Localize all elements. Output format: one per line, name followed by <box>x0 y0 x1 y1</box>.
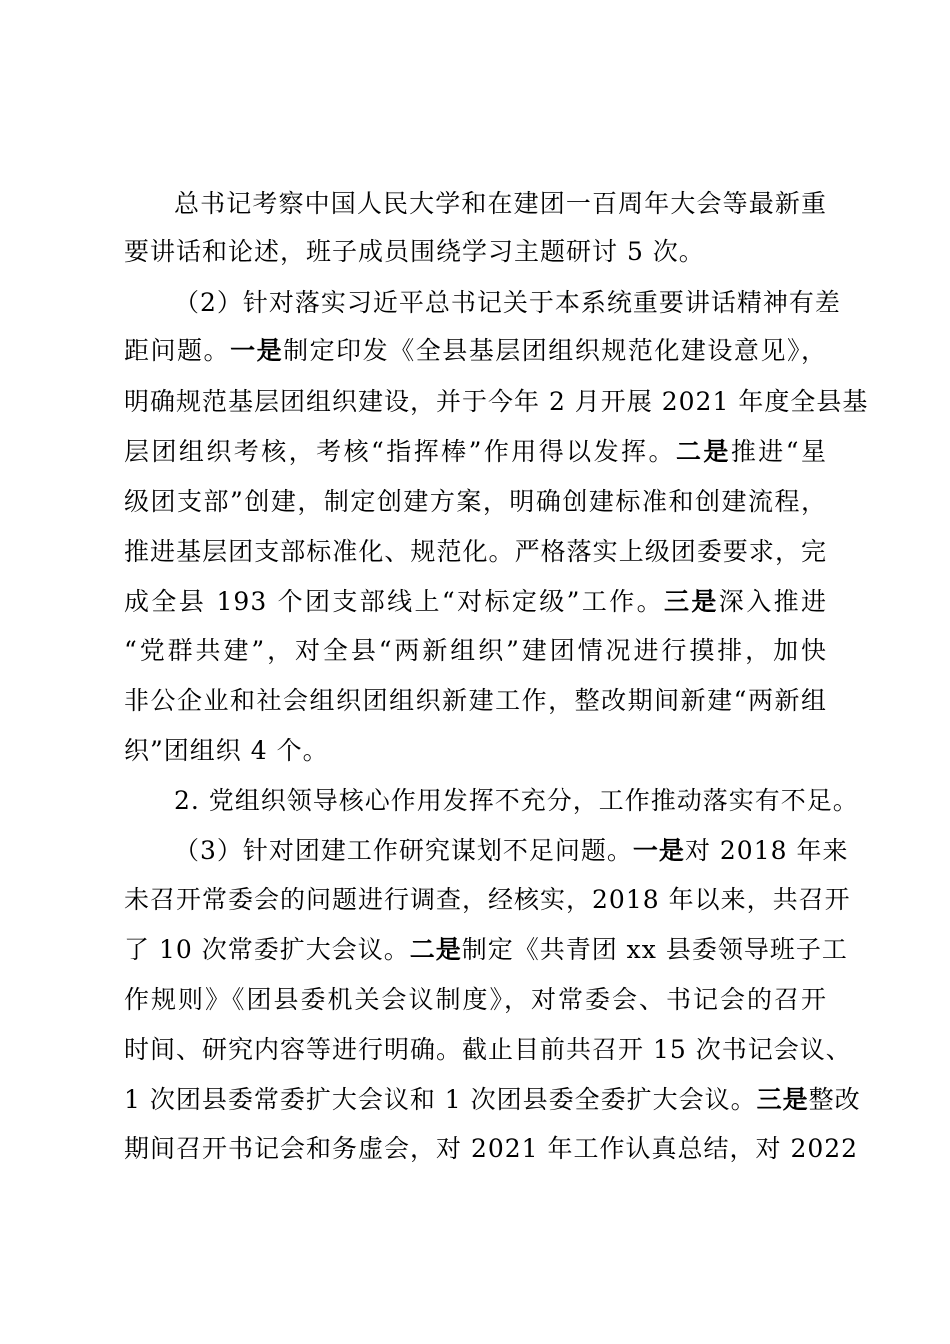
text-line: 时间、研究内容等进行明确。截止目前共召开 15 次书记会议、 <box>124 1035 852 1064</box>
section-heading: 2. 党组织领导核心作用发挥不充分，工作推动落实有不足。 <box>174 786 859 815</box>
text-line: “党群共建”，对全县“两新组织”建团情况进行摸排，加快 <box>124 636 827 665</box>
text-line: 非公企业和社会组织团组织新建工作，整改期间新建“两新组 <box>124 686 827 715</box>
emphasis-text: 三是 <box>664 587 719 616</box>
text-line: 成全县 193 个团支部线上“对标定级”工作。三是深入推进 <box>124 587 827 616</box>
text-line: 级团支部”创建，制定创建方案，明确创建标准和创建流程， <box>124 487 827 516</box>
emphasis-text: 三是 <box>756 1085 809 1114</box>
text-line: 作规则》《团县委机关会议制度》，对常委会、书记会的召开 <box>124 985 827 1014</box>
emphasis-text: 二是 <box>409 935 462 964</box>
text-line: 总书记考察中国人民大学和在建团一百周年大会等最新重 <box>174 189 827 218</box>
text-line: （3）针对团建工作研究谋划不足问题。一是对 2018 年来 <box>174 836 849 865</box>
text-line: 未召开常委会的问题进行调查，经核实，2018 年以来，共召开 <box>124 885 851 914</box>
text-line: 1 次团县委常委扩大会议和 1 次团县委全委扩大会议。三是整改 <box>124 1085 861 1114</box>
text-line: 期间召开书记会和务虚会，对 2021 年工作认真总结，对 2022 <box>124 1134 859 1163</box>
emphasis-text: 二是 <box>675 437 731 466</box>
text-line: 要讲话和论述，班子成员围绕学习主题研讨 5 次。 <box>124 237 705 266</box>
text-line: 了 10 次常委扩大会议。二是制定《共青团 xx 县委领导班子工 <box>124 935 848 964</box>
emphasis-text: 一是 <box>632 836 685 865</box>
text-line: （2）针对落实习近平总书记关于本系统重要讲话精神有差 <box>174 288 841 317</box>
text-line: 织”团组织 4 个。 <box>124 736 329 765</box>
text-line: 明确规范基层团组织建设，并于今年 2 月开展 2021 年度全县基 <box>124 387 869 416</box>
text-line: 距问题。一是制定印发《全县基层团组织规范化建设意见》， <box>124 336 827 365</box>
emphasis-text: 一是 <box>230 336 284 365</box>
text-line: 层团组织考核，考核“指挥棒”作用得以发挥。二是推进“星 <box>124 437 827 466</box>
text-line: 推进基层团支部标准化、规范化。严格落实上级团委要求，完 <box>124 537 827 566</box>
